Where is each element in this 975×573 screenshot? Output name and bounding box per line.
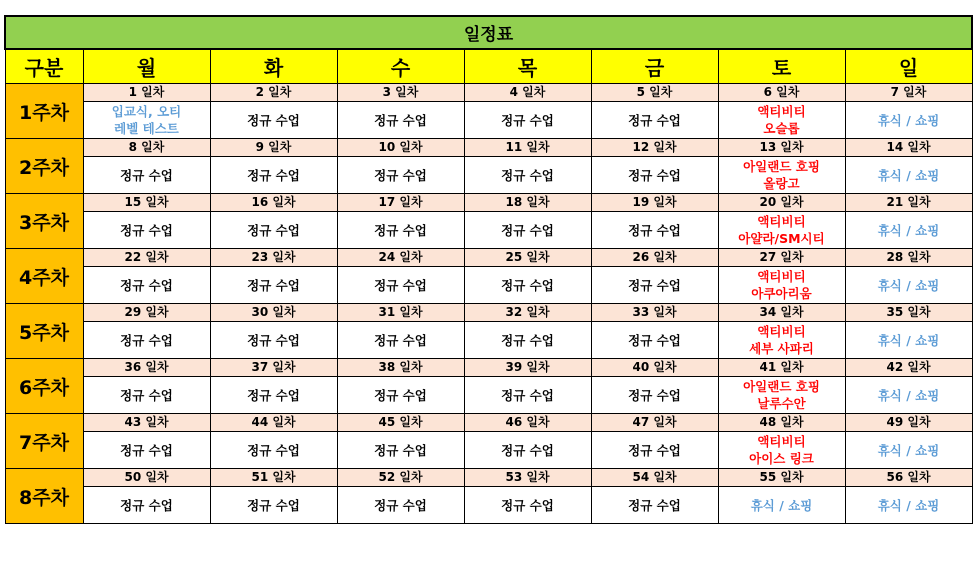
week-day-row (5, 414, 972, 432)
day-number-cell: 19 일차 (591, 194, 718, 212)
activity-text: 정규 수업 (374, 277, 427, 293)
activity-cell (845, 322, 972, 359)
activity-text: 정규 수업 (374, 387, 427, 403)
week-activity-row (5, 102, 972, 139)
week-activity-row (5, 322, 972, 359)
activity-text: 아쿠아리움 (751, 286, 812, 301)
activity-text: 휴식 / 쇼핑 (877, 222, 940, 238)
activity-text: 정규 수업 (501, 497, 554, 513)
day-number-cell: 30 일차 (210, 304, 337, 322)
header-tue: 화 (210, 49, 337, 84)
week-day-row (5, 194, 972, 212)
activity-cell (83, 267, 210, 304)
activity-text: 정규 수업 (247, 332, 300, 348)
day-number-cell: 45 일차 (337, 414, 464, 432)
day-number-cell: 6 일차 (718, 84, 845, 102)
day-number-cell: 7 일차 (845, 84, 972, 102)
day-number-cell: 11 일차 (464, 139, 591, 157)
activity-cell (337, 102, 464, 139)
activity-text: 정규 수업 (628, 497, 681, 513)
activity-cell (845, 157, 972, 194)
activity-text: 휴식 / 쇼핑 (877, 387, 940, 403)
day-number-cell: 52 일차 (337, 469, 464, 487)
day-number-cell: 37 일차 (210, 359, 337, 377)
activity-text: 정규 수업 (120, 442, 173, 458)
activity-text: 정규 수업 (247, 442, 300, 458)
header-thu: 목 (464, 49, 591, 84)
day-number-cell: 12 일차 (591, 139, 718, 157)
day-number-cell: 28 일차 (845, 249, 972, 267)
day-number-cell: 35 일차 (845, 304, 972, 322)
activity-text: 정규 수업 (374, 497, 427, 513)
activity-text: 휴식 / 쇼핑 (877, 497, 940, 513)
activity-text: 오슬롭 (763, 121, 800, 136)
activity-cell (718, 157, 845, 194)
activity-text: 아일랜드 호핑 (743, 159, 820, 174)
schedule-title: 일정표 (5, 16, 972, 49)
activity-text: 정규 수업 (247, 277, 300, 293)
activity-text: 정규 수업 (501, 167, 554, 183)
day-number-cell: 39 일차 (464, 359, 591, 377)
activity-cell (845, 487, 972, 524)
day-number-cell: 53 일차 (464, 469, 591, 487)
activity-cell (591, 322, 718, 359)
day-number-cell: 3 일차 (337, 84, 464, 102)
week-activity-row (5, 487, 972, 524)
week-activity-row (5, 267, 972, 304)
activity-text: 휴식 / 쇼핑 (877, 112, 940, 128)
activity-text: 정규 수업 (628, 442, 681, 458)
week-label: 7주차 (5, 414, 83, 469)
activity-text: 휴식 / 쇼핑 (877, 442, 940, 458)
day-number-cell: 33 일차 (591, 304, 718, 322)
activity-cell (718, 102, 845, 139)
schedule-table (4, 15, 973, 524)
activity-cell (210, 377, 337, 414)
activity-text: 휴식 / 쇼핑 (877, 167, 940, 183)
activity-text: 정규 수업 (247, 112, 300, 128)
day-number-cell: 9 일차 (210, 139, 337, 157)
day-number-cell: 34 일차 (718, 304, 845, 322)
activity-text: 정규 수업 (628, 167, 681, 183)
activity-cell (718, 487, 845, 524)
week-day-row (5, 359, 972, 377)
activity-cell (718, 432, 845, 469)
activity-text: 아얄라/SM시티 (738, 231, 825, 246)
activity-cell (718, 322, 845, 359)
activity-text: 액티비티 (757, 104, 806, 119)
day-number-cell: 14 일차 (845, 139, 972, 157)
title-row (5, 16, 972, 49)
activity-text: 올랑고 (763, 176, 800, 191)
week-day-row (5, 84, 972, 102)
activity-text: 휴식 / 쇼핑 (750, 497, 813, 513)
activity-text: 정규 수업 (247, 497, 300, 513)
week-activity-row (5, 157, 972, 194)
day-number-cell: 8 일차 (83, 139, 210, 157)
activity-cell (591, 267, 718, 304)
activity-cell (83, 157, 210, 194)
activity-text: 정규 수업 (120, 277, 173, 293)
day-number-cell: 44 일차 (210, 414, 337, 432)
week-activity-row (5, 432, 972, 469)
activity-text: 정규 수업 (374, 222, 427, 238)
activity-cell (464, 157, 591, 194)
activity-cell (845, 377, 972, 414)
day-number-cell: 18 일차 (464, 194, 591, 212)
schedule-body (5, 16, 972, 524)
activity-text: 정규 수업 (374, 112, 427, 128)
activity-text: 정규 수업 (374, 167, 427, 183)
day-number-cell: 43 일차 (83, 414, 210, 432)
activity-cell (210, 432, 337, 469)
activity-text: 정규 수업 (120, 167, 173, 183)
day-number-cell: 15 일차 (83, 194, 210, 212)
activity-cell (83, 487, 210, 524)
day-number-cell: 21 일차 (845, 194, 972, 212)
week-label: 5주차 (5, 304, 83, 359)
activity-text: 정규 수업 (120, 387, 173, 403)
activity-cell (210, 157, 337, 194)
activity-cell (337, 487, 464, 524)
activity-cell (845, 432, 972, 469)
activity-text: 정규 수업 (374, 442, 427, 458)
activity-cell (845, 267, 972, 304)
activity-cell (591, 487, 718, 524)
activity-text: 액티비티 (757, 434, 806, 449)
week-activity-row (5, 212, 972, 249)
activity-text: 정규 수업 (628, 222, 681, 238)
header-fri: 금 (591, 49, 718, 84)
activity-cell (464, 432, 591, 469)
week-day-row (5, 304, 972, 322)
day-number-cell: 32 일차 (464, 304, 591, 322)
day-number-cell: 10 일차 (337, 139, 464, 157)
activity-cell (591, 432, 718, 469)
activity-text: 정규 수업 (120, 332, 173, 348)
activity-text: 아일랜드 호핑 (743, 379, 820, 394)
week-day-row (5, 139, 972, 157)
activity-cell (83, 212, 210, 249)
activity-cell (210, 322, 337, 359)
day-number-cell: 24 일차 (337, 249, 464, 267)
day-number-cell: 36 일차 (83, 359, 210, 377)
activity-text: 정규 수업 (501, 222, 554, 238)
day-number-cell: 51 일차 (210, 469, 337, 487)
day-number-cell: 5 일차 (591, 84, 718, 102)
day-number-cell: 26 일차 (591, 249, 718, 267)
day-number-cell: 48 일차 (718, 414, 845, 432)
activity-cell (591, 157, 718, 194)
activity-text: 정규 수업 (120, 222, 173, 238)
activity-cell (464, 377, 591, 414)
week-activity-row (5, 377, 972, 414)
activity-cell (845, 102, 972, 139)
week-label: 6주차 (5, 359, 83, 414)
day-number-cell: 42 일차 (845, 359, 972, 377)
activity-cell (718, 212, 845, 249)
activity-text: 정규 수업 (501, 387, 554, 403)
activity-cell (718, 377, 845, 414)
activity-cell (337, 267, 464, 304)
activity-text: 정규 수업 (501, 277, 554, 293)
activity-text: 정규 수업 (247, 387, 300, 403)
activity-text: 액티비티 (757, 269, 806, 284)
day-number-cell: 27 일차 (718, 249, 845, 267)
day-number-cell: 16 일차 (210, 194, 337, 212)
activity-text: 정규 수업 (628, 332, 681, 348)
activity-cell (210, 212, 337, 249)
activity-cell (464, 487, 591, 524)
day-number-cell: 22 일차 (83, 249, 210, 267)
day-number-cell: 1 일차 (83, 84, 210, 102)
day-number-cell: 29 일차 (83, 304, 210, 322)
activity-text: 정규 수업 (628, 277, 681, 293)
activity-text: 정규 수업 (501, 112, 554, 128)
day-number-cell: 47 일차 (591, 414, 718, 432)
day-number-cell: 20 일차 (718, 194, 845, 212)
activity-cell (591, 212, 718, 249)
activity-cell (337, 377, 464, 414)
activity-text: 정규 수업 (247, 167, 300, 183)
activity-text: 정규 수업 (247, 222, 300, 238)
activity-text: 세부 사파리 (749, 341, 814, 356)
day-number-cell: 25 일차 (464, 249, 591, 267)
week-day-row (5, 249, 972, 267)
day-number-cell: 46 일차 (464, 414, 591, 432)
day-number-cell: 56 일차 (845, 469, 972, 487)
activity-text: 날루수안 (757, 396, 806, 411)
activity-cell (464, 212, 591, 249)
header-mon: 월 (83, 49, 210, 84)
activity-text: 정규 수업 (374, 332, 427, 348)
header-row (5, 49, 972, 84)
activity-text: 액티비티 (757, 214, 806, 229)
header-wed: 수 (337, 49, 464, 84)
activity-cell (210, 267, 337, 304)
day-number-cell: 23 일차 (210, 249, 337, 267)
activity-text: 휴식 / 쇼핑 (877, 277, 940, 293)
activity-text: 정규 수업 (120, 497, 173, 513)
week-label: 1주차 (5, 84, 83, 139)
week-day-row (5, 469, 972, 487)
activity-cell (845, 212, 972, 249)
activity-text: 레벨 테스트 (114, 121, 179, 136)
activity-text: 입교식, 오티 (111, 104, 182, 119)
activity-text: 아이스 링크 (749, 451, 814, 466)
day-number-cell: 55 일차 (718, 469, 845, 487)
activity-text: 정규 수업 (628, 387, 681, 403)
activity-cell (337, 432, 464, 469)
day-number-cell: 13 일차 (718, 139, 845, 157)
header-sat: 토 (718, 49, 845, 84)
activity-cell (464, 267, 591, 304)
week-label: 2주차 (5, 139, 83, 194)
activity-cell (83, 377, 210, 414)
day-number-cell: 54 일차 (591, 469, 718, 487)
activity-text: 액티비티 (757, 324, 806, 339)
activity-cell (591, 102, 718, 139)
activity-cell (591, 377, 718, 414)
header-sun: 일 (845, 49, 972, 84)
day-number-cell: 40 일차 (591, 359, 718, 377)
week-label: 3주차 (5, 194, 83, 249)
activity-text: 정규 수업 (628, 112, 681, 128)
activity-text: 휴식 / 쇼핑 (877, 332, 940, 348)
activity-cell (337, 157, 464, 194)
day-number-cell: 49 일차 (845, 414, 972, 432)
activity-cell (210, 487, 337, 524)
activity-cell (83, 322, 210, 359)
week-label: 8주차 (5, 469, 83, 524)
activity-cell (83, 432, 210, 469)
day-number-cell: 4 일차 (464, 84, 591, 102)
day-number-cell: 50 일차 (83, 469, 210, 487)
day-number-cell: 38 일차 (337, 359, 464, 377)
activity-text: 정규 수업 (501, 442, 554, 458)
activity-cell (210, 102, 337, 139)
day-number-cell: 31 일차 (337, 304, 464, 322)
activity-cell (718, 267, 845, 304)
activity-cell (464, 322, 591, 359)
day-number-cell: 17 일차 (337, 194, 464, 212)
header-category: 구분 (5, 49, 83, 84)
day-number-cell: 2 일차 (210, 84, 337, 102)
activity-cell (337, 212, 464, 249)
activity-cell (337, 322, 464, 359)
activity-cell (83, 102, 210, 139)
activity-cell (464, 102, 591, 139)
day-number-cell: 41 일차 (718, 359, 845, 377)
activity-text: 정규 수업 (501, 332, 554, 348)
week-label: 4주차 (5, 249, 83, 304)
